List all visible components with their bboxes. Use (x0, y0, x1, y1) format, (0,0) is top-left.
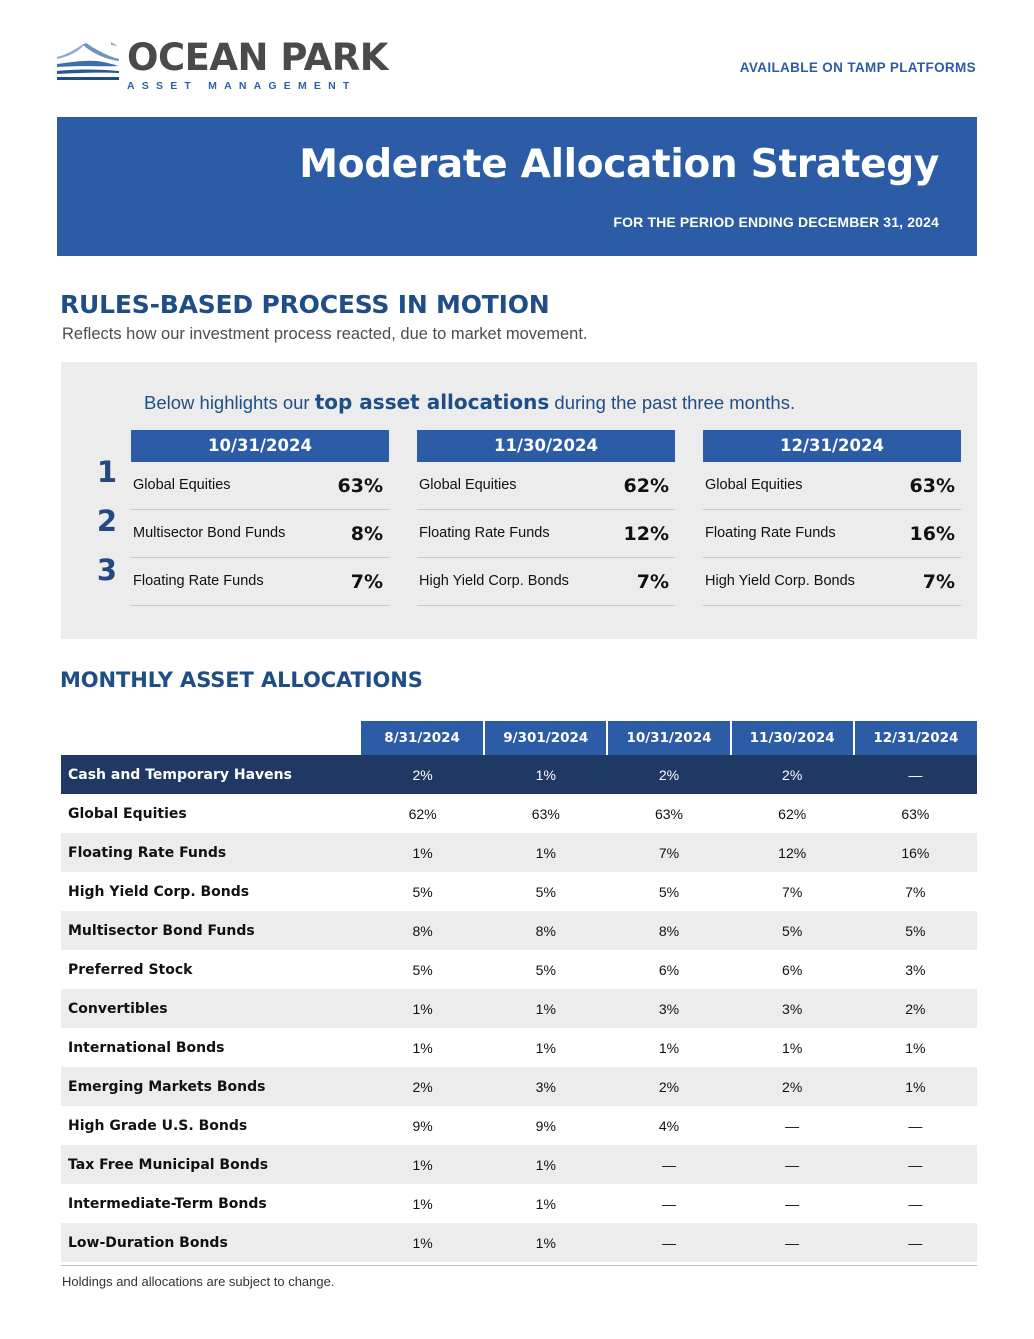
row-value: 1% (361, 833, 484, 872)
row-value: — (854, 1223, 977, 1262)
brand-logo (55, 38, 388, 92)
row-value: 5% (607, 872, 730, 911)
row-label: Intermediate-Term Bonds (61, 1184, 361, 1223)
card-row (417, 510, 675, 558)
table-row (61, 872, 977, 911)
row-value: 1% (731, 1028, 854, 1067)
row-value: 3% (607, 989, 730, 1028)
availability-note: AVAILABLE ON TAMP PLATFORMS (739, 60, 976, 75)
asset-percent: 8% (350, 522, 383, 545)
row-value: 1% (361, 989, 484, 1028)
row-value: 63% (854, 794, 977, 833)
row-label: Floating Rate Funds (61, 833, 361, 872)
row-value: 4% (607, 1106, 730, 1145)
ocean-wave-mountain-logo-icon (55, 40, 121, 84)
title-banner (57, 117, 977, 256)
card-date-header: 10/31/2024 (131, 430, 389, 462)
row-value: 1% (484, 1184, 607, 1223)
row-value: 1% (484, 1145, 607, 1184)
table-row (61, 1067, 977, 1106)
row-value: 5% (484, 950, 607, 989)
row-value: — (731, 1184, 854, 1223)
row-value: 8% (484, 911, 607, 950)
table-row (61, 755, 977, 794)
row-value: 62% (361, 794, 484, 833)
card-row (417, 558, 675, 606)
row-value: 1% (361, 1145, 484, 1184)
row-value: — (607, 1223, 730, 1262)
row-value: 2% (607, 755, 730, 794)
row-value: 1% (607, 1028, 730, 1067)
row-label: Cash and Temporary Havens (61, 755, 361, 794)
row-value: 2% (731, 755, 854, 794)
row-value: 12% (731, 833, 854, 872)
page-title: Moderate Allocation Strategy (299, 142, 939, 187)
row-value: — (607, 1184, 730, 1223)
rank-column (87, 455, 127, 587)
table-header-row (61, 721, 977, 755)
row-label: Global Equities (61, 794, 361, 833)
row-value: 1% (484, 755, 607, 794)
card-row (417, 462, 675, 510)
row-value: — (731, 1106, 854, 1145)
row-value: 8% (361, 911, 484, 950)
monthly-allocations-table (61, 721, 977, 1262)
row-value: 2% (731, 1067, 854, 1106)
panel-lead-after: during the past three months. (549, 392, 796, 413)
row-value: 7% (854, 872, 977, 911)
asset-percent: 12% (623, 522, 669, 545)
table-row (61, 911, 977, 950)
row-value: 16% (854, 833, 977, 872)
row-label: Tax Free Municipal Bonds (61, 1145, 361, 1184)
row-value: 2% (607, 1067, 730, 1106)
row-value: 3% (731, 989, 854, 1028)
row-value: 63% (607, 794, 730, 833)
card-row (703, 510, 961, 558)
column-header: 8/31/2024 (361, 721, 484, 755)
asset-name: High Yield Corp. Bonds (705, 573, 855, 589)
panel-lead-before: Below highlights our (144, 392, 315, 413)
column-header: 11/30/2024 (731, 721, 854, 755)
logo-tagline: ASSET MANAGEMENT (127, 80, 357, 92)
table-row (61, 833, 977, 872)
row-value: — (607, 1145, 730, 1184)
row-value: 5% (361, 950, 484, 989)
row-label: Preferred Stock (61, 950, 361, 989)
asset-name: Multisector Bond Funds (133, 525, 286, 541)
row-value: 1% (361, 1184, 484, 1223)
row-value: 1% (854, 1067, 977, 1106)
row-value: 1% (484, 833, 607, 872)
row-value: 3% (854, 950, 977, 989)
row-label: High Yield Corp. Bonds (61, 872, 361, 911)
card-date-header: 12/31/2024 (703, 430, 961, 462)
allocation-cards-row (131, 430, 961, 606)
rank-3: 3 (96, 553, 118, 587)
asset-percent: 7% (350, 570, 383, 593)
allocation-card-dec (703, 430, 961, 606)
row-value: 5% (361, 872, 484, 911)
table-footnote: Holdings and allocations are subject to change. (62, 1274, 335, 1289)
column-header: 12/31/2024 (854, 721, 977, 755)
row-value: 5% (484, 872, 607, 911)
asset-percent: 7% (636, 570, 669, 593)
row-value: — (854, 1106, 977, 1145)
top-allocations-panel (61, 362, 977, 639)
table-row (61, 1223, 977, 1262)
row-value: 63% (484, 794, 607, 833)
row-label: Emerging Markets Bonds (61, 1067, 361, 1106)
asset-name: Floating Rate Funds (705, 525, 836, 541)
table-row (61, 950, 977, 989)
asset-percent: 16% (909, 522, 955, 545)
monthly-section-title: MONTHLY ASSET ALLOCATIONS (60, 668, 423, 692)
table-corner-cell (61, 721, 361, 755)
row-value: 6% (607, 950, 730, 989)
footnote-divider (61, 1265, 977, 1266)
row-value: 2% (854, 989, 977, 1028)
table-header (61, 721, 977, 755)
row-label: Convertibles (61, 989, 361, 1028)
panel-lead-text (144, 390, 795, 414)
rules-section-title: RULES-BASED PROCESS IN MOTION (60, 290, 550, 319)
logo-text (127, 38, 388, 92)
logo-wordmark: OCEAN PARK (127, 36, 388, 79)
card-row (131, 510, 389, 558)
column-header: 9/301/2024 (484, 721, 607, 755)
period-subtitle: FOR THE PERIOD ENDING DECEMBER 31, 2024 (613, 214, 939, 230)
rank-1: 1 (96, 455, 118, 489)
rank-2: 2 (96, 504, 118, 538)
row-label: High Grade U.S. Bonds (61, 1106, 361, 1145)
row-value: 1% (361, 1223, 484, 1262)
row-value: 1% (484, 989, 607, 1028)
row-value: 9% (484, 1106, 607, 1145)
asset-percent: 62% (623, 474, 669, 497)
allocation-card-oct (131, 430, 389, 606)
card-row (703, 462, 961, 510)
row-label: Low-Duration Bonds (61, 1223, 361, 1262)
row-value: — (854, 1184, 977, 1223)
column-header: 10/31/2024 (607, 721, 730, 755)
asset-name: High Yield Corp. Bonds (419, 573, 569, 589)
row-value: 9% (361, 1106, 484, 1145)
row-value: — (854, 755, 977, 794)
panel-lead-emphasis: top asset allocations (314, 390, 550, 414)
row-value: 5% (854, 911, 977, 950)
row-value: 2% (361, 755, 484, 794)
asset-percent: 63% (337, 474, 383, 497)
rules-section-subtitle: Reflects how our investment process reacted, due to market movement. (62, 325, 588, 343)
row-value: 3% (484, 1067, 607, 1106)
table-row (61, 1184, 977, 1223)
row-label: International Bonds (61, 1028, 361, 1067)
row-value: 7% (607, 833, 730, 872)
asset-name: Global Equities (419, 477, 517, 493)
row-value: 1% (361, 1028, 484, 1067)
asset-name: Floating Rate Funds (419, 525, 550, 541)
row-value: 7% (731, 872, 854, 911)
row-value: 1% (484, 1028, 607, 1067)
card-row (131, 558, 389, 606)
card-row (703, 558, 961, 606)
row-value: — (731, 1223, 854, 1262)
allocation-card-nov (417, 430, 675, 606)
asset-percent: 63% (909, 474, 955, 497)
row-value: 62% (731, 794, 854, 833)
row-value: 8% (607, 911, 730, 950)
asset-percent: 7% (922, 570, 955, 593)
row-value: 1% (854, 1028, 977, 1067)
table-body (61, 755, 977, 1262)
row-value: 1% (484, 1223, 607, 1262)
row-value: — (854, 1145, 977, 1184)
asset-name: Global Equities (705, 477, 803, 493)
card-row (131, 462, 389, 510)
asset-name: Global Equities (133, 477, 231, 493)
asset-name: Floating Rate Funds (133, 573, 264, 589)
document-header (0, 0, 1034, 112)
row-value: 5% (731, 911, 854, 950)
table-row (61, 989, 977, 1028)
card-date-header: 11/30/2024 (417, 430, 675, 462)
row-label: Multisector Bond Funds (61, 911, 361, 950)
row-value: 6% (731, 950, 854, 989)
table-row (61, 794, 977, 833)
table-row (61, 1028, 977, 1067)
row-value: 2% (361, 1067, 484, 1106)
row-value: — (731, 1145, 854, 1184)
table-row (61, 1106, 977, 1145)
table-row (61, 1145, 977, 1184)
